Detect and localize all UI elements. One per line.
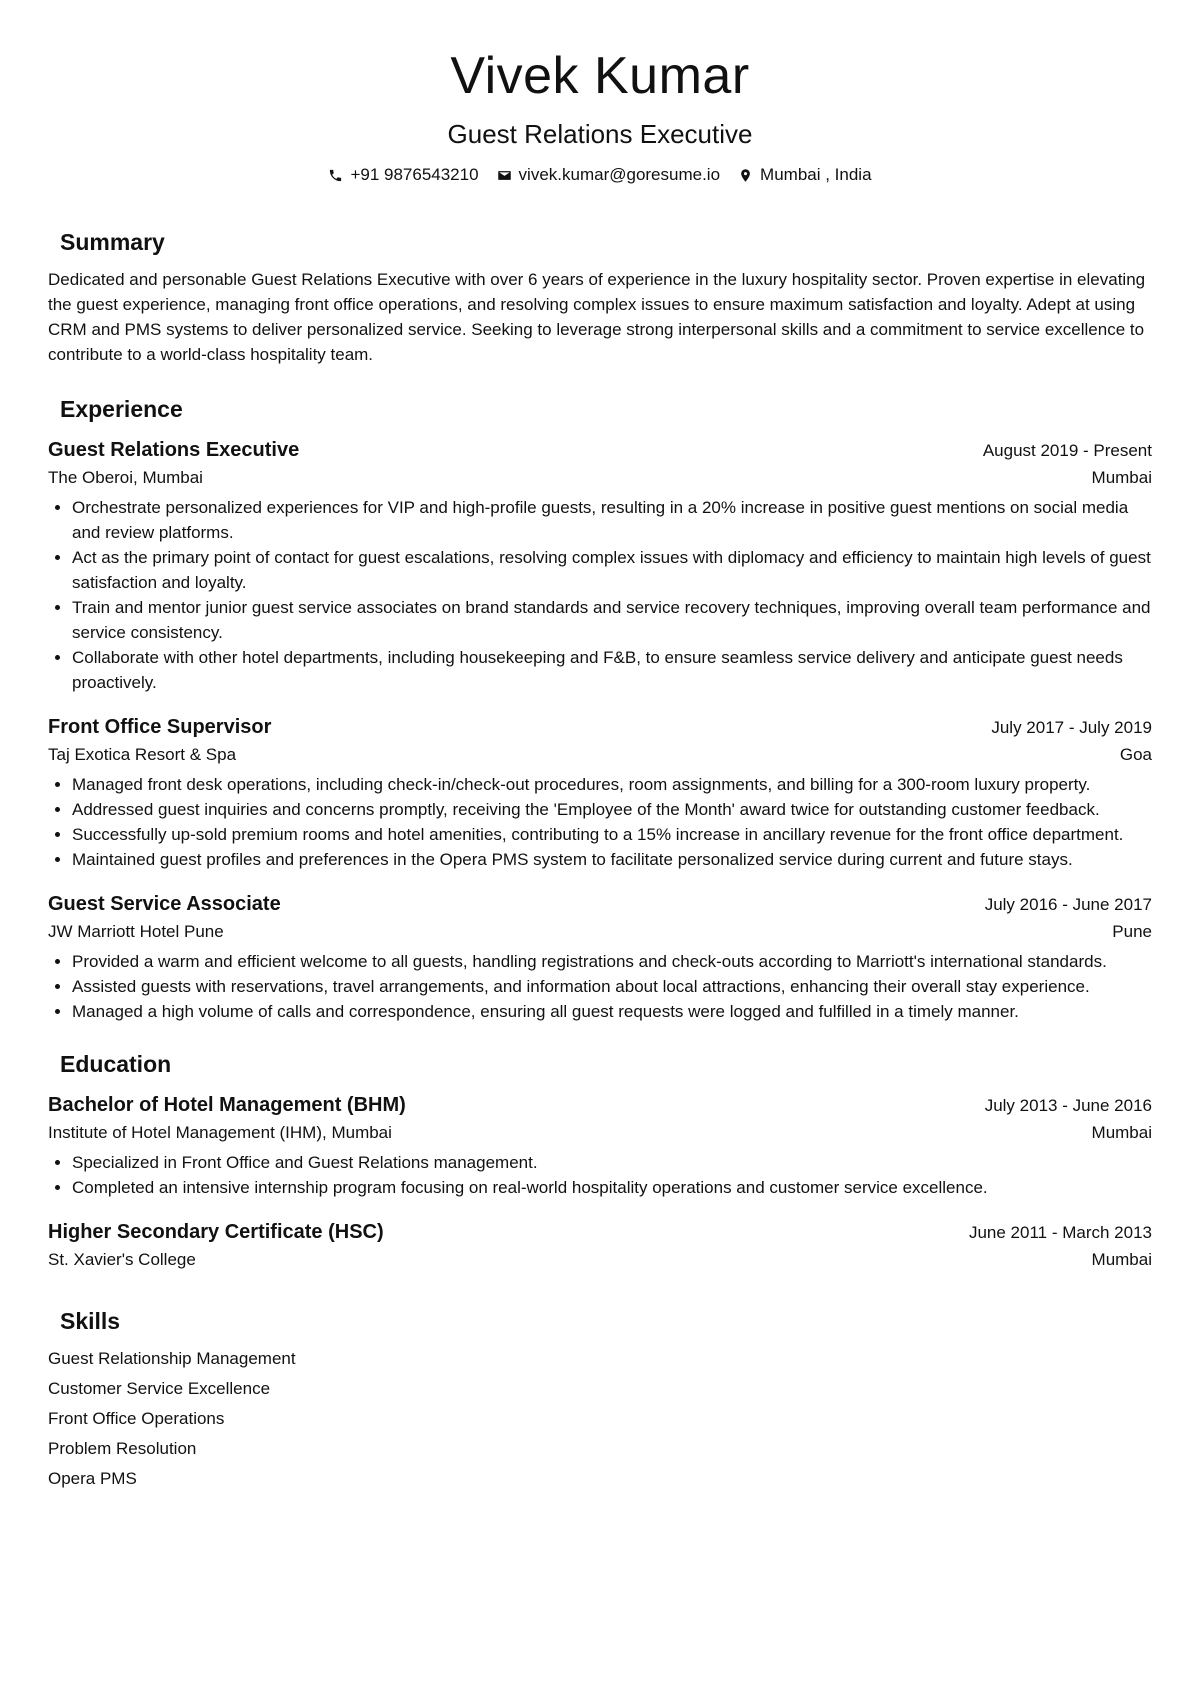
resume-header [48, 0, 1152, 186]
email-text: vivek.kumar@goresume.io [518, 165, 721, 184]
skills-heading: Skills [60, 1308, 121, 1334]
entry-header-row [48, 713, 1152, 742]
education-section [48, 1049, 1152, 1273]
experience-entry [48, 713, 1152, 872]
list-item: • Train and mentor junior guest service associates on brand standards and service recovery techniques, improving overall team performance and service consistency. [72, 595, 1152, 645]
list-item: Guest Relationship Management [48, 1349, 296, 1368]
job-dates: August 2019 - Present [982, 441, 1152, 460]
experience-entry [48, 890, 1152, 1024]
entry-sub-row [48, 1120, 1152, 1146]
phone-text: +91 9876543210 [350, 165, 479, 184]
school-name: St. Xavier's College [48, 1250, 196, 1269]
degree-name: Bachelor of Hotel Management (BHM) [48, 1094, 406, 1116]
entry-sub-row [48, 742, 1152, 768]
list-item: Problem Resolution [48, 1439, 197, 1458]
job-location: Goa [1119, 745, 1152, 764]
education-entry [48, 1218, 1152, 1273]
experience-heading: Experience [60, 396, 183, 422]
entry-header-row [48, 436, 1152, 465]
education-bullets [48, 1150, 1152, 1200]
entry-sub-row [48, 1247, 1152, 1273]
entry-sub-row [48, 465, 1152, 491]
location-text: Mumbai , India [760, 165, 872, 184]
school-location: Mumbai [1091, 1250, 1152, 1269]
list-item: • Managed front desk operations, including check-in/check-out procedures, room assignments, and billing for a 300-room luxury property. [72, 772, 1152, 797]
degree-name: Higher Secondary Certificate (HSC) [48, 1221, 384, 1243]
job-role: Front Office Supervisor [48, 716, 272, 738]
job-dates: July 2017 - July 2019 [991, 718, 1152, 737]
skills-section [48, 1306, 1152, 1494]
candidate-name: Vivek Kumar [450, 47, 750, 105]
experience-entry [48, 436, 1152, 695]
phone-icon [328, 168, 343, 183]
summary-text: Dedicated and personable Guest Relations Executive with over 6 years of experience in the luxury hospitality sector. Proven expertise in elevating the guest experience, managing front office operations, and resolving complex issues to ensure maximum satisfaction and loyalty. Adept at using CRM and PMS systems to deliver personalized service. Seeking to leverage strong interpersonal skills and a commitment to service excellence to contribute to a world-class hospitality team. [48, 270, 1146, 364]
job-dates: July 2016 - June 2017 [984, 895, 1152, 914]
education-entry [48, 1091, 1152, 1200]
education-heading: Education [60, 1051, 172, 1077]
job-bullets [48, 949, 1152, 1024]
contact-location [738, 164, 872, 186]
degree-dates: June 2011 - March 2013 [968, 1223, 1152, 1242]
list-item: • Maintained guest profiles and preferences in the Opera PMS system to facilitate personalized service during current and future stays. [72, 847, 1152, 872]
list-item: Opera PMS [48, 1469, 137, 1488]
summary-section [48, 227, 1152, 367]
list-item: • Orchestrate personalized experiences for VIP and high-profile guests, resulting in a 20% increase in positive guest mentions on social media and review platforms. [72, 495, 1152, 545]
list-item: • Collaborate with other hotel departments, including housekeeping and F&B, to ensure seamless service delivery and anticipate guest needs proactively. [72, 645, 1152, 695]
list-item: • Successfully up-sold premium rooms and hotel amenities, contributing to a 15% increase in ancillary revenue for the front office department. [72, 822, 1152, 847]
list-item: • Completed an intensive internship program focusing on real-world hospitality operations and customer service excellence. [72, 1175, 1152, 1200]
list-item: • Provided a warm and efficient welcome to all guests, handling registrations and check-outs according to Marriott's international standards. [72, 949, 1152, 974]
job-bullets [48, 495, 1152, 695]
entry-header-row [48, 1091, 1152, 1120]
contact-email [497, 164, 721, 186]
list-item: Front Office Operations [48, 1409, 225, 1428]
envelope-icon [497, 168, 512, 183]
list-item: • Specialized in Front Office and Guest Relations management. [72, 1150, 1152, 1175]
job-company: JW Marriott Hotel Pune [48, 922, 224, 941]
candidate-title: Guest Relations Executive [447, 119, 753, 149]
job-role: Guest Relations Executive [48, 439, 300, 461]
job-location: Mumbai [1091, 468, 1152, 487]
entry-sub-row [48, 919, 1152, 945]
job-company: The Oberoi, Mumbai [48, 468, 203, 487]
map-pin-icon [738, 168, 753, 183]
list-item: • Managed a high volume of calls and correspondence, ensuring all guest requests were logged and fulfilled in a timely manner. [72, 999, 1152, 1024]
contact-phone [328, 164, 478, 186]
degree-dates: July 2013 - June 2016 [984, 1096, 1152, 1115]
experience-section [48, 394, 1152, 1024]
list-item: Customer Service Excellence [48, 1379, 271, 1398]
contact-info [48, 164, 1152, 186]
entry-header-row [48, 890, 1152, 919]
entry-header-row [48, 1218, 1152, 1247]
list-item: • Act as the primary point of contact for guest escalations, resolving complex issues with diplomacy and efficiency to maintain high levels of guest satisfaction and loyalty. [72, 545, 1152, 595]
school-location: Mumbai [1091, 1123, 1152, 1142]
list-item: • Addressed guest inquiries and concerns promptly, receiving the 'Employee of the Month' award twice for outstanding customer feedback. [72, 797, 1152, 822]
job-role: Guest Service Associate [48, 893, 281, 915]
job-location: Pune [1112, 922, 1152, 941]
skills-list [48, 1344, 1152, 1494]
job-company: Taj Exotica Resort & Spa [48, 745, 237, 764]
job-bullets [48, 772, 1152, 872]
summary-heading: Summary [60, 229, 165, 255]
school-name: Institute of Hotel Management (IHM), Mumbai [48, 1123, 392, 1142]
list-item: • Assisted guests with reservations, travel arrangements, and information about local attractions, enhancing their overall stay experience. [72, 974, 1152, 999]
